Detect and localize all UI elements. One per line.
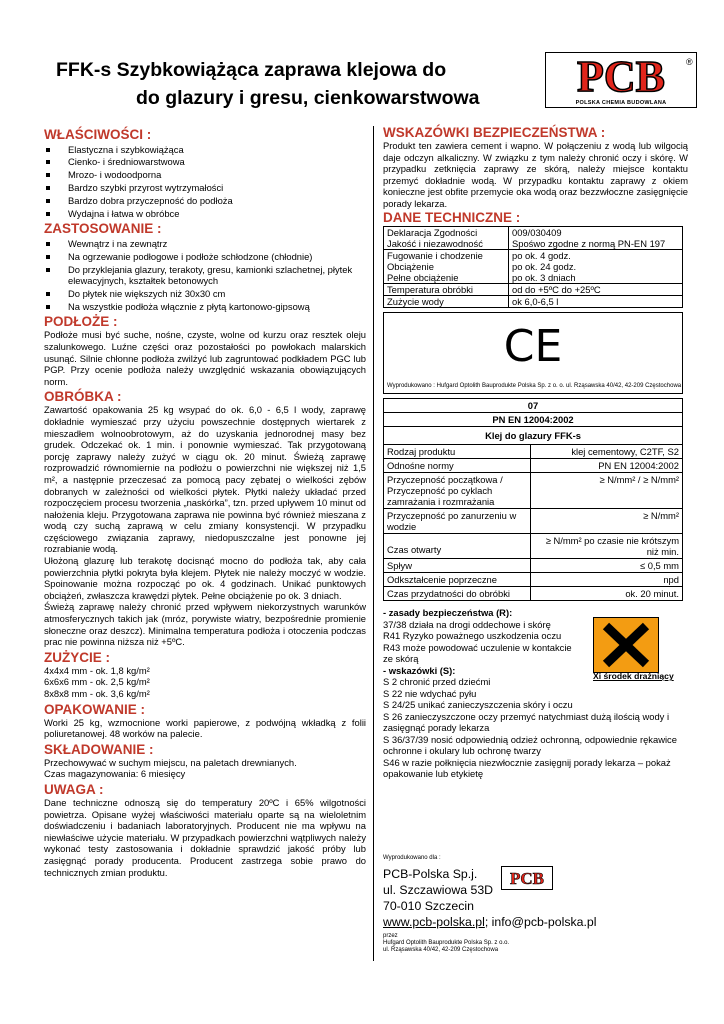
table-row: [384, 249, 683, 283]
s-phrase: S 36/37/39 nosić odpowiednią odzież ochronną, odpowiednie rękawice ochronne i okulary lub ochronę twarzy: [383, 733, 677, 757]
pcb-logo: [545, 52, 697, 108]
section-heading-skladowanie: SKŁADOWANIE :: [44, 741, 154, 757]
table-key: Pełne obciążenie: [387, 271, 459, 283]
table-key: Obciążenie: [387, 260, 434, 272]
ce-mark-text: CE: [503, 321, 563, 373]
produced-by-label: przez: [383, 933, 398, 939]
left-column: [44, 125, 366, 878]
website-link[interactable]: www.pcb-polska.pl: [383, 915, 485, 929]
company-city: 70-010 Szczecin: [383, 899, 474, 913]
document-title: [56, 56, 526, 112]
pcb-logo-letters: [546, 53, 696, 98]
table-key: Czas otwarty: [384, 534, 531, 559]
table-value: po ok. 3 dniach: [512, 271, 576, 283]
table-row: [384, 473, 683, 509]
list-item: Elastyczna i szybkowiążąca: [44, 144, 366, 155]
section-heading-bezpieczenstwo: WSKAZÓWKI BEZPIECZEŃSTWA :: [383, 125, 606, 140]
s-phrase: S 22 nie wdychać pyłu: [383, 687, 477, 699]
table-key: Temperatura obróbki: [384, 284, 509, 296]
opakowanie-text: Worki 25 kg, wzmocnione worki papierowe, z podwójną wkładką z folii poliuretanowej. 48 worków na palecie.: [44, 716, 366, 740]
irritant-hazard-icon: [593, 617, 659, 673]
table-row: [384, 413, 683, 427]
r-phrases-heading: - zasady bezpieczeństwa (R):: [383, 607, 513, 619]
company-name: PCB-Polska Sp.j.: [383, 867, 478, 881]
table-row: [384, 509, 683, 534]
produced-for-label: Wyprodukowano dla :: [383, 855, 441, 861]
section-heading-obrobka: OBRÓBKA :: [44, 389, 122, 405]
pcb-small-logo: [501, 866, 553, 890]
table-value: 009/030409: [512, 226, 562, 238]
section-heading-zuzycie: ZUŻYCIE :: [44, 649, 110, 665]
s-phrase: S 2 chronić przed dziećmi: [383, 676, 491, 688]
skladowanie-line: Czas magazynowania: 6 miesięcy: [44, 768, 186, 780]
table-key: Przyczepność początkowa / Przyczepność po cyklach zamrażania i rozmrażania: [384, 473, 531, 509]
s-phrase: S46 w razie połknięcia niezwłocznie zasięgnij porady lekarza – pokaż opakowanie lub etykietę: [383, 756, 671, 780]
obrobka-paragraph-3: Świeżą zaprawę należy chronić przed wpływem niekorzystnych warunków atmosferycznych takich jak (mróz, porywiste wiatry, bezpośrednie promienie słoneczne oraz deszcz). Minimalna temperatura podłoża i otoczenia podczas prac nie powinna niższa niż +5ºC.: [44, 601, 366, 648]
list-item: Cienko- i średniowarstwowa: [44, 156, 366, 167]
r-phrase: R43 może powodować uczulenie w kontakcie ze skórą: [383, 641, 572, 665]
title-line-1: FFK-s Szybkowiążąca zaprawa klejowa do: [56, 59, 447, 81]
company-contact: [383, 914, 688, 930]
r-phrase: 37/38 działa na drogi oddechowe i skórę: [383, 618, 551, 630]
table-key: Jakość i niezawodność: [387, 237, 483, 249]
table-value: po ok. 4 godz.: [512, 249, 571, 261]
table-row: [384, 559, 683, 573]
zuzycie-line: 8x8x8 mm - ok. 3,6 kg/m²: [44, 688, 150, 699]
column-divider: [373, 126, 374, 961]
section-heading-podloze: PODŁOŻE :: [44, 314, 118, 330]
uwaga-text: Dane techniczne odnoszą się do temperatury 20ºC i 65% wilgotności powietrza. Opisane wyżej właściwości materiału oparte są na wieloletnim doświadczeniu i badaniach laboratoryjnych. Producent nie ma wpływu na niewłaściwe użycie materiału. W przypadkach powierzchni wątpliwych należy wykonać testy zastosowania i dokładnie sprawdzić jakość próby lub zasięgnąć porady producenta. Producent zastrzega sobie prawo do technicznych zmian produktu.: [44, 796, 366, 878]
table-row: [384, 399, 683, 413]
table-value: ≥ N/mm²: [531, 509, 683, 534]
section-heading-zastosowanie: ZASTOSOWANIE :: [44, 221, 162, 237]
r-phrase: R41 Ryzyko poważnego uszkodzenia oczu: [383, 630, 562, 642]
list-item: Bardzo dobra przyczepność do podłoża: [44, 195, 366, 206]
small-logo-text: PCB: [510, 869, 544, 888]
table-row: [384, 226, 683, 249]
title-line-2: do glazury i gresu, cienkowarstwowa: [136, 87, 480, 109]
obrobka-paragraph-1: Zawartość opakowania 25 kg wsypać do ok. 6,0 - 6,5 l wody, zaprawę dokładnie wymieszać przy użyciu powszechnie dostępnych wiertarek z mieszadłem wolnoobrotowym, aż do uzyskania jednorodnej masy bez grudek. Odczekać ok. 1 min. i ponownie wymieszać. Tak przygotowaną porcję zaprawy należy zużyć w ciągu ok. 20 minut. Świeżą zaprawę rozprowadzić równomiernie na podłożu o powierzchni nie większej niż 1,5 m², a następnie przeczesać za pomocą pacy zębatej o wielkości zębów dobranych w zależności od wielkości płytek. Płytki należy układać przed rozpoczęciem procesu tworzenia „naskórka”, tzn. przed upływem 10 minut od nałożenia kleju. Przygotowana zaprawa nie powinna być również mieszana z wodą czy suchą zaprawą w celu zmiany konsystencji. W przypadku częściowego związania zaprawy, niedopuszczalne jest ponowne jej rozrabianie wodą.: [44, 404, 366, 555]
logo-subtitle: POLSKA CHEMIA BUDOWLANA: [575, 100, 667, 106]
table-key: Czas przydatności do obróbki: [384, 587, 531, 601]
produced-by-line-1: Hufgard Optolith Bauprodukte Polska Sp. z o.o.: [383, 940, 510, 946]
table-value: klej cementowy, C2TF, S2: [531, 445, 683, 459]
product-declaration-table: [383, 398, 683, 601]
zuzycie-line: 4x4x4 mm - ok. 1,8 kg/m²: [44, 664, 150, 676]
list-item: Na ogrzewanie podłogowe i podłoże schłodzone (chłodnie): [44, 251, 366, 262]
skladowanie-line: Przechowywać w suchym miejscu, na paletach drewnianych.: [44, 756, 297, 768]
declaration-year: 07: [384, 399, 683, 413]
declaration-norm: PN EN 12004:2002: [384, 413, 683, 427]
safety-phrases: [383, 607, 688, 780]
podloze-text: Podłoże musi być suche, nośne, czyste, wolne od kurzu oraz resztek oleju szalunkowego. Luźne części oraz pozostałości po powłokach malarskich usunąć. Silnie chłonne podłoża zwilżyć lub zagruntować podkładem PGC lub PGP. Przy ocenie podłoża należy uwzględnić wskazania obowiązujących norm.: [44, 329, 366, 387]
table-value: ok 6,0-6,5 l: [509, 296, 683, 308]
table-key: Odnośne normy: [384, 459, 531, 473]
table-row: [384, 427, 683, 445]
table-value: ≥ N/mm² po czasie nie krótszym niż min.: [531, 534, 683, 559]
table-row: [384, 534, 683, 559]
technical-data-table: [383, 226, 683, 309]
list-item: Do płytek nie większych niż 30x30 cm: [44, 288, 366, 299]
table-value: po ok. 24 godz.: [512, 260, 577, 272]
table-row: [384, 296, 683, 308]
ce-marking-box: [383, 312, 683, 394]
registered-mark: ®: [686, 57, 693, 67]
s-phrase: S 26 zanieczyszczone oczy przemyć natychmiast dużą ilością wody i zasięgnąć porady lekarza: [383, 710, 670, 734]
zastosowanie-list: [44, 238, 366, 312]
table-value: od do +5ºC do +25ºC: [509, 284, 683, 296]
table-row: [384, 573, 683, 587]
declaration-product-name: Klej do glazury FFK-s: [384, 427, 683, 445]
company-street: ul. Szczawiowa 53D: [383, 883, 494, 897]
table-row: [384, 445, 683, 459]
company-email: ; info@pcb-polska.pl: [484, 915, 597, 929]
obrobka-paragraph-2: Ułożoną glazurę lub terakotę docisnąć mocno do podłoża tak, aby cała powierzchnia płytki pokryta była klejem. Płytek nie należy moczyć w wodzie. Spoinowanie można rozpocząć po ok. 4 godzinach. Unikać punktowych obciążeń, zwłaszcza krawędzi płytek. Pełne obciążenie po ok. 3 dniach.: [44, 555, 366, 601]
section-heading-opakowanie: OPAKOWANIE :: [44, 701, 145, 717]
list-item: Do przyklejania glazury, terakoty, gresu, kamionki szlachetnej, płytek elewacyjnych, kształtek betonowych: [44, 264, 366, 287]
section-heading-uwaga: UWAGA :: [44, 781, 104, 797]
list-item: Wydajna i łatwa w obróbce: [44, 208, 366, 219]
section-heading-dane-techniczne: DANE TECHNICZNE :: [383, 209, 521, 225]
s-phrases-heading: - wskazówki (S):: [383, 664, 456, 676]
zuzycie-line: 6x6x6 mm - ok. 2,5 kg/m²: [44, 676, 150, 688]
list-item: Na wszystkie podłoża włącznie z płytą kartonowo-gipsową: [44, 301, 366, 312]
bezpieczenstwo-text: Produkt ten zawiera cement i wapno. W połączeniu z wodą lub wilgocią daje odczyn alkaliczny. W związku z tym należy chronić oczy i skórę. W przypadku zetknięcia zaprawy ze skórą, należy miejsce kontaktu przemyć dokładnie wodą. W przypadku kontaktu zaprawy z okiem konieczne jest obfite przemycie oka wodą oraz bezzwłoczne zasięgnięcie porady lekarza.: [383, 140, 688, 209]
list-item: Bardzo szybki przyrost wytrzymałości: [44, 182, 366, 193]
ce-producer-line: Wyprodukowano : Hufgard Optolith Bauprodukte Polska Sp. z o. o. ul. Rząsawska 40/42, 42-209 Częstochowa: [387, 383, 682, 390]
table-key: Zużycie wody: [384, 296, 509, 308]
table-key: Odkształcenie poprzeczne: [384, 573, 531, 587]
table-value: ≤ 0,5 mm: [531, 559, 683, 573]
table-value: Spośwo zgodne z normą PN-EN 197: [512, 237, 666, 249]
list-item: Wewnątrz i na zewnątrz: [44, 238, 366, 249]
section-heading-wlasciwosci: WŁAŚCIWOŚCI :: [44, 127, 152, 142]
logo-text: PCB: [577, 53, 665, 98]
table-row: [384, 459, 683, 473]
hazard-label: Xi środek drażniący: [593, 671, 674, 682]
table-key: Fugowanie i chodzenie: [387, 249, 483, 261]
table-value: PN EN 12004:2002: [531, 459, 683, 473]
table-value: ok. 20 minut.: [531, 587, 683, 601]
s-phrase: S 24/25 unikać zanieczyszczenia skóry i oczu: [383, 699, 573, 711]
table-key: Spływ: [384, 559, 531, 573]
table-row: [384, 284, 683, 296]
right-column: [383, 125, 688, 780]
ce-mark-icon: [384, 313, 682, 375]
table-key: Deklaracja Zgodności: [387, 226, 478, 238]
manufacturer-block: [383, 855, 688, 954]
table-value: npd: [531, 573, 683, 587]
table-row: [384, 587, 683, 601]
table-key: Rodzaj produktu: [384, 445, 531, 459]
list-item: Mrozo- i wodoodporna: [44, 169, 366, 180]
table-key: Przyczepność po zanurzeniu w wodzie: [384, 509, 531, 534]
produced-by-line-2: ul. Rząsawska 40/42, 42-209 Częstochowa: [383, 947, 499, 953]
wlasciwosci-list: [44, 144, 366, 220]
table-value: ≥ N/mm² / ≥ N/mm²: [531, 473, 683, 509]
